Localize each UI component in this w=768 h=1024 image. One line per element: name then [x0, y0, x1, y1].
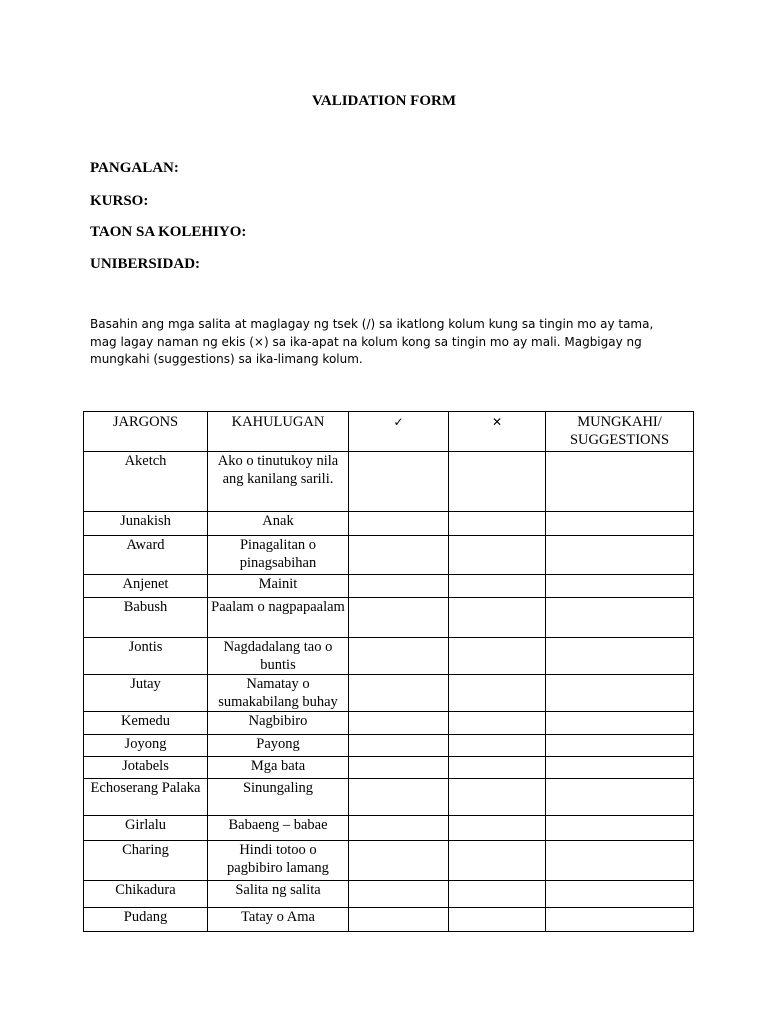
jargon-cell: Jontis	[84, 638, 208, 675]
x-cell[interactable]	[449, 712, 546, 735]
check-cell[interactable]	[349, 881, 449, 908]
kahulugan-cell: Nagdadalang tao o buntis	[208, 638, 349, 675]
table-row	[84, 779, 694, 816]
suggestion-cell[interactable]	[546, 779, 694, 816]
check-cell[interactable]	[349, 841, 449, 881]
x-cell[interactable]	[449, 779, 546, 816]
check-cell[interactable]	[349, 816, 449, 841]
table-row	[84, 536, 694, 575]
x-cell[interactable]	[449, 638, 546, 675]
x-icon: ✕	[491, 415, 503, 429]
check-cell[interactable]	[349, 779, 449, 816]
check-cell[interactable]	[349, 598, 449, 638]
x-cell[interactable]	[449, 881, 546, 908]
jargon-cell: Joyong	[84, 735, 208, 757]
kahulugan-cell: Paalam o nagpapaalam	[208, 598, 349, 638]
suggestion-cell[interactable]	[546, 735, 694, 757]
kahulugan-cell: Mainit	[208, 575, 349, 598]
table-row	[84, 816, 694, 841]
kahulugan-cell: Babaeng – babae	[208, 816, 349, 841]
x-cell[interactable]	[449, 816, 546, 841]
x-cell[interactable]	[449, 757, 546, 779]
jargon-cell: Girlalu	[84, 816, 208, 841]
check-cell[interactable]	[349, 575, 449, 598]
suggestion-cell[interactable]	[546, 452, 694, 512]
check-cell[interactable]	[349, 638, 449, 675]
kahulugan-cell: Namatay o sumakabilang buhay	[208, 675, 349, 712]
field-pangalan: PANGALAN:	[90, 160, 179, 176]
jargon-table	[83, 411, 694, 932]
kahulugan-cell: Hindi totoo o pagbibiro lamang	[208, 841, 349, 881]
field-taon-sa-kolehiyo: TAON SA KOLEHIYO:	[90, 224, 247, 240]
jargon-cell: Anjenet	[84, 575, 208, 598]
jargon-cell: Babush	[84, 598, 208, 638]
header-x	[449, 412, 546, 452]
page-title: VALIDATION FORM	[311, 93, 457, 109]
table-row	[84, 757, 694, 779]
table-row	[84, 908, 694, 932]
table-row	[84, 598, 694, 638]
kahulugan-cell: Anak	[208, 512, 349, 536]
check-cell[interactable]	[349, 675, 449, 712]
suggestion-cell[interactable]	[546, 881, 694, 908]
jargon-cell: Kemedu	[84, 712, 208, 735]
kahulugan-cell: Ako o tinutukoy nila ang kanilang sarili.	[208, 452, 349, 512]
header-kahulugan: KAHULUGAN	[208, 412, 349, 452]
kahulugan-cell: Payong	[208, 735, 349, 757]
suggestion-cell[interactable]	[546, 908, 694, 932]
suggestion-cell[interactable]	[546, 757, 694, 779]
check-cell[interactable]	[349, 735, 449, 757]
table-row	[84, 575, 694, 598]
x-cell[interactable]	[449, 841, 546, 881]
jargon-cell: Pudang	[84, 908, 208, 932]
header-suggestions: MUNGKAHI/ SUGGESTIONS	[546, 412, 694, 452]
table-row	[84, 881, 694, 908]
check-icon: ✓	[393, 415, 404, 429]
x-cell[interactable]	[449, 536, 546, 575]
x-cell[interactable]	[449, 512, 546, 536]
jargon-cell: Echoserang Palaka	[84, 779, 208, 816]
check-cell[interactable]	[349, 452, 449, 512]
x-cell[interactable]	[449, 735, 546, 757]
kahulugan-cell: Tatay o Ama	[208, 908, 349, 932]
suggestion-cell[interactable]	[546, 816, 694, 841]
table-row	[84, 841, 694, 881]
suggestion-cell[interactable]	[546, 675, 694, 712]
kahulugan-cell: Nagbibiro	[208, 712, 349, 735]
x-cell[interactable]	[449, 452, 546, 512]
table-row	[84, 452, 694, 512]
field-unibersidad: UNIBERSIDAD:	[90, 256, 201, 272]
suggestion-cell[interactable]	[546, 638, 694, 675]
jargon-cell: Junakish	[84, 512, 208, 536]
kahulugan-cell: Mga bata	[208, 757, 349, 779]
table-row	[84, 638, 694, 675]
instructions-paragraph: Basahin ang mga salita at maglagay ng tsek (/) sa ikatlong kolum kung sa tingin mo ay tama, mag lagay naman ng ekis (×) sa ika-apat na kolum kong sa tingin mo ay mali. Magbigay ng mungkahi (suggestions) sa ika-limang kolum.	[90, 317, 654, 366]
check-cell[interactable]	[349, 908, 449, 932]
header-jargons: JARGONS	[84, 412, 208, 452]
header-check	[349, 412, 449, 452]
x-cell[interactable]	[449, 575, 546, 598]
field-kurso: KURSO:	[90, 193, 149, 209]
jargon-cell: Jutay	[84, 675, 208, 712]
suggestion-cell[interactable]	[546, 598, 694, 638]
table-row	[84, 675, 694, 712]
suggestion-cell[interactable]	[546, 512, 694, 536]
table-header-row	[84, 412, 694, 452]
kahulugan-cell: Pinagalitan o pinagsabihan	[208, 536, 349, 575]
check-cell[interactable]	[349, 757, 449, 779]
jargon-cell: Award	[84, 536, 208, 575]
x-cell[interactable]	[449, 598, 546, 638]
suggestion-cell[interactable]	[546, 841, 694, 881]
table-row	[84, 512, 694, 536]
suggestion-cell[interactable]	[546, 575, 694, 598]
suggestion-cell[interactable]	[546, 536, 694, 575]
jargon-cell: Chikadura	[84, 881, 208, 908]
table-row	[84, 712, 694, 735]
check-cell[interactable]	[349, 712, 449, 735]
jargon-cell: Aketch	[84, 452, 208, 512]
suggestion-cell[interactable]	[546, 712, 694, 735]
table-row	[84, 735, 694, 757]
check-cell[interactable]	[349, 536, 449, 575]
x-cell[interactable]	[449, 908, 546, 932]
kahulugan-cell: Sinungaling	[208, 779, 349, 816]
kahulugan-cell: Salita ng salita	[208, 881, 349, 908]
jargon-cell: Jotabels	[84, 757, 208, 779]
jargon-cell: Charing	[84, 841, 208, 881]
check-cell[interactable]	[349, 512, 449, 536]
x-cell[interactable]	[449, 675, 546, 712]
